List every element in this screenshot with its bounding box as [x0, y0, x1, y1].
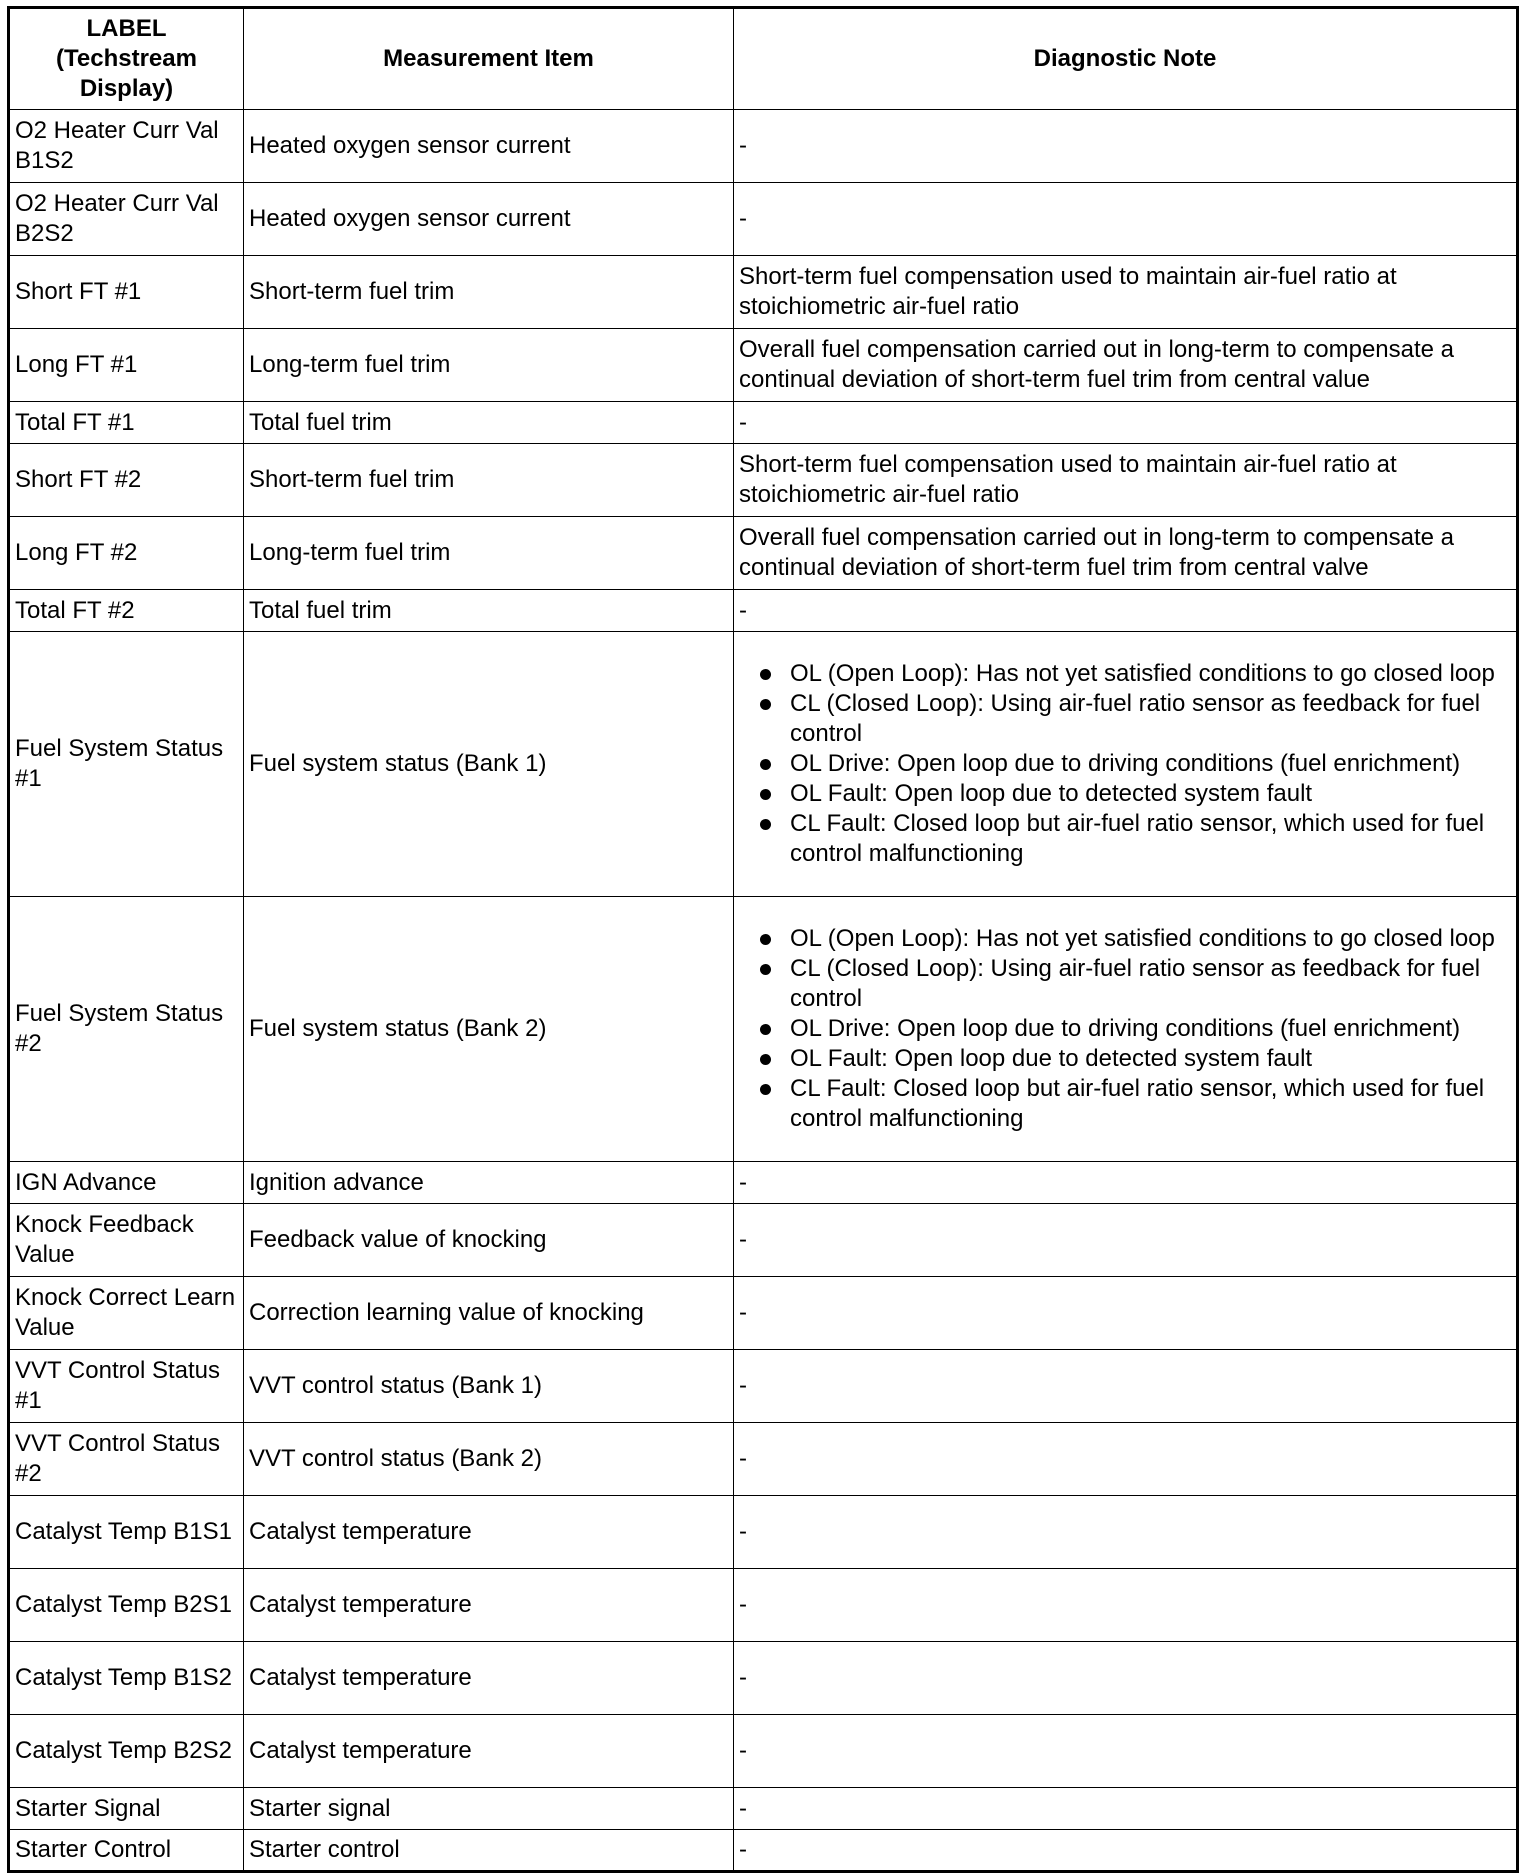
row-measurement-item: Catalyst temperature [244, 1569, 734, 1642]
table-row [9, 1830, 1518, 1872]
row-measurement-item: Heated oxygen sensor current [244, 183, 734, 256]
table-row [9, 517, 1518, 590]
table-row [9, 329, 1518, 402]
row-measurement-item: Fuel system status (Bank 2) [244, 897, 734, 1162]
row-label: IGN Advance [9, 1162, 244, 1204]
row-diagnostic-note: - [734, 1715, 1518, 1788]
row-measurement-item: Catalyst temperature [244, 1715, 734, 1788]
header-row [9, 8, 1518, 110]
table-row [9, 1204, 1518, 1277]
bullet-text: CL (Closed Loop): Using air-fuel ratio sensor as feedback for fuel control [790, 690, 1481, 747]
bullet-text: OL Drive: Open loop due to driving conditions (fuel enrichment) [790, 1015, 1461, 1042]
status-bullet-list [739, 924, 1511, 1134]
row-diagnostic-note: - [734, 110, 1518, 183]
table-row [9, 1350, 1518, 1423]
row-label: Short FT #1 [9, 256, 244, 329]
row-measurement-item: Short-term fuel trim [244, 256, 734, 329]
table-row [9, 590, 1518, 632]
bullet-dot-icon [760, 759, 771, 770]
row-measurement-item: VVT control status (Bank 2) [244, 1423, 734, 1496]
row-label: O2 Heater Curr Val B2S2 [9, 183, 244, 256]
row-label: Short FT #2 [9, 444, 244, 517]
bullet-dot-icon [760, 699, 771, 710]
row-label: VVT Control Status #2 [9, 1423, 244, 1496]
bullet-dot-icon [760, 1084, 771, 1095]
row-measurement-item: Correction learning value of knocking [244, 1277, 734, 1350]
row-diagnostic-note [734, 632, 1518, 897]
table-row [9, 1569, 1518, 1642]
bullet-item [739, 924, 1511, 954]
table-row [9, 1788, 1518, 1830]
bullet-item [739, 1074, 1511, 1134]
table-row [9, 1277, 1518, 1350]
row-diagnostic-note: - [734, 590, 1518, 632]
row-label: VVT Control Status #1 [9, 1350, 244, 1423]
row-label: Knock Correct Learn Value [9, 1277, 244, 1350]
row-diagnostic-note: Overall fuel compensation carried out in long-term to compensate a continual deviation of short-term fuel trim from central value [734, 329, 1518, 402]
table-row [9, 1423, 1518, 1496]
bullet-dot-icon [760, 964, 771, 975]
bullet-item [739, 749, 1511, 779]
row-diagnostic-note: - [734, 1788, 1518, 1830]
bullet-dot-icon [760, 669, 771, 680]
row-measurement-item: Long-term fuel trim [244, 329, 734, 402]
bullet-text: OL (Open Loop): Has not yet satisfied conditions to go closed loop [790, 660, 1495, 687]
table-row [9, 256, 1518, 329]
table-row [9, 110, 1518, 183]
row-diagnostic-note: - [734, 1496, 1518, 1569]
bullet-item [739, 954, 1511, 1014]
row-measurement-item: Catalyst temperature [244, 1642, 734, 1715]
row-label: Catalyst Temp B1S1 [9, 1496, 244, 1569]
row-diagnostic-note: - [734, 1162, 1518, 1204]
bullet-text: OL (Open Loop): Has not yet satisfied conditions to go closed loop [790, 925, 1495, 952]
bullet-item [739, 779, 1511, 809]
row-label: Catalyst Temp B2S1 [9, 1569, 244, 1642]
row-diagnostic-note: - [734, 1642, 1518, 1715]
row-measurement-item: Heated oxygen sensor current [244, 110, 734, 183]
data-list-table [7, 6, 1519, 1873]
row-diagnostic-note: Short-term fuel compensation used to maintain air-fuel ratio at stoichiometric air-fuel ratio [734, 256, 1518, 329]
row-measurement-item: Catalyst temperature [244, 1496, 734, 1569]
bullet-text: OL Drive: Open loop due to driving conditions (fuel enrichment) [790, 750, 1461, 777]
row-measurement-item: Feedback value of knocking [244, 1204, 734, 1277]
row-diagnostic-note: - [734, 402, 1518, 444]
row-label: O2 Heater Curr Val B1S2 [9, 110, 244, 183]
row-label: Long FT #1 [9, 329, 244, 402]
row-diagnostic-note: - [734, 1350, 1518, 1423]
bullet-item [739, 1014, 1511, 1044]
bullet-text: CL (Closed Loop): Using air-fuel ratio sensor as feedback for fuel control [790, 955, 1481, 1012]
table-row [9, 1162, 1518, 1204]
row-label: Starter Control [9, 1830, 244, 1872]
row-diagnostic-note: - [734, 183, 1518, 256]
bullet-item [739, 809, 1511, 869]
table-row [9, 402, 1518, 444]
header-label: LABEL (Techstream Display) [9, 8, 244, 110]
row-measurement-item: Long-term fuel trim [244, 517, 734, 590]
table-row [9, 1642, 1518, 1715]
row-label: Catalyst Temp B1S2 [9, 1642, 244, 1715]
row-label: Knock Feedback Value [9, 1204, 244, 1277]
bullet-item [739, 1044, 1511, 1074]
bullet-dot-icon [760, 1054, 771, 1065]
row-diagnostic-note [734, 897, 1518, 1162]
row-diagnostic-note: - [734, 1423, 1518, 1496]
row-label: Long FT #2 [9, 517, 244, 590]
row-diagnostic-note: Overall fuel compensation carried out in long-term to compensate a continual deviation of short-term fuel trim from central valve [734, 517, 1518, 590]
row-diagnostic-note: - [734, 1569, 1518, 1642]
row-measurement-item: Total fuel trim [244, 402, 734, 444]
table-body [9, 110, 1518, 1872]
row-label: Catalyst Temp B2S2 [9, 1715, 244, 1788]
bullet-dot-icon [760, 789, 771, 800]
row-diagnostic-note: Short-term fuel compensation used to maintain air-fuel ratio at stoichiometric air-fuel ratio [734, 444, 1518, 517]
bullet-text: CL Fault: Closed loop but air-fuel ratio sensor, which used for fuel control malfunctioning [790, 810, 1485, 867]
table-row [9, 632, 1518, 897]
bullet-dot-icon [760, 934, 771, 945]
row-measurement-item: Total fuel trim [244, 590, 734, 632]
row-label: Starter Signal [9, 1788, 244, 1830]
row-measurement-item: Ignition advance [244, 1162, 734, 1204]
header-diagnostic-note: Diagnostic Note [734, 8, 1518, 110]
row-measurement-item: Fuel system status (Bank 1) [244, 632, 734, 897]
table-row [9, 183, 1518, 256]
table-row [9, 897, 1518, 1162]
table-row [9, 1715, 1518, 1788]
bullet-item [739, 659, 1511, 689]
row-diagnostic-note: - [734, 1830, 1518, 1872]
bullet-text: OL Fault: Open loop due to detected system fault [790, 780, 1313, 807]
bullet-text: OL Fault: Open loop due to detected system fault [790, 1045, 1313, 1072]
row-diagnostic-note: - [734, 1277, 1518, 1350]
row-measurement-item: Starter control [244, 1830, 734, 1872]
row-label: Fuel System Status #2 [9, 897, 244, 1162]
table-row [9, 1496, 1518, 1569]
status-bullet-list [739, 659, 1511, 869]
row-measurement-item: Short-term fuel trim [244, 444, 734, 517]
bullet-text: CL Fault: Closed loop but air-fuel ratio sensor, which used for fuel control malfunctioning [790, 1075, 1485, 1132]
header-measurement-item: Measurement Item [244, 8, 734, 110]
row-label: Total FT #2 [9, 590, 244, 632]
bullet-dot-icon [760, 819, 771, 830]
row-label: Total FT #1 [9, 402, 244, 444]
bullet-item [739, 689, 1511, 749]
row-measurement-item: Starter signal [244, 1788, 734, 1830]
row-measurement-item: VVT control status (Bank 1) [244, 1350, 734, 1423]
row-diagnostic-note: - [734, 1204, 1518, 1277]
row-label: Fuel System Status #1 [9, 632, 244, 897]
table-row [9, 444, 1518, 517]
bullet-dot-icon [760, 1024, 771, 1035]
